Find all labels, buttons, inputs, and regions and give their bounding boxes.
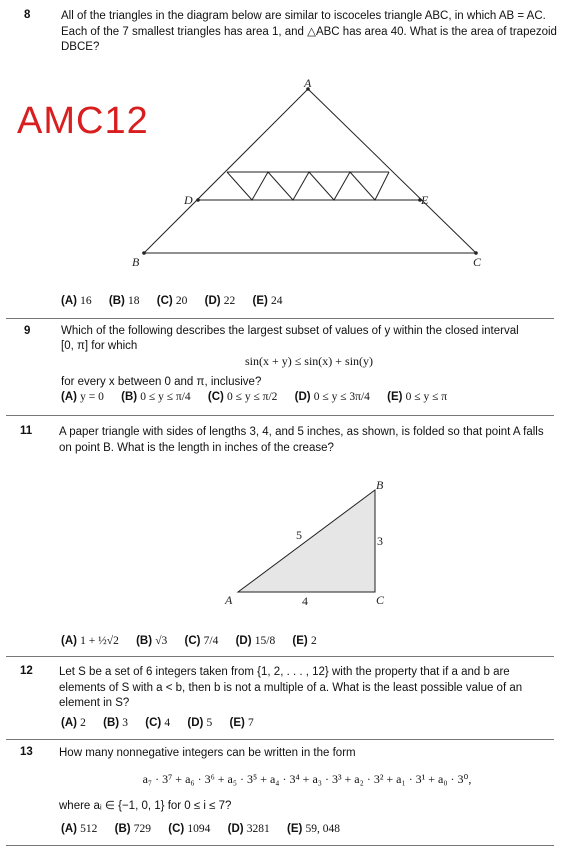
question-9-line-1: Which of the following describes the largest subset of values of y within the closed interval [61,325,519,337]
choice-c[interactable]: (C) 7/4 [184,635,219,647]
question-9-display-math: sin(x + y) ≤ sin(x) + sin(y) [244,354,374,368]
vertex-label-b: B [376,478,384,492]
question-12-choices [61,717,268,729]
question-12-text: Let S be a set of 6 integers taken from {1, 2, . . . , 12} with the property that if a and b are elements of S with a < b, then b is not a multiple of a. What is the least possible value of an element in S? [59,666,523,709]
vertex-label-e: E [421,193,429,207]
question-9-number: 9 [24,325,31,337]
choice-c[interactable]: (C) 4 [145,717,171,729]
question-11-number: 11 [20,425,33,437]
choice-a[interactable]: (A) y = 0 [61,391,104,403]
choice-e[interactable]: (E) 2 [292,635,317,647]
question-11-text: A paper triangle with sides of lengths 3, 4, and 5 inches, as shown, is folded so that point A falls on point B. What is the length in inches of the crease? [59,426,544,454]
choice-a[interactable]: (A) 2 [61,717,86,729]
vertex-label-d: D [184,193,193,207]
question-9-line-3: for every x between 0 and π, inclusive? [61,376,262,388]
question-8-choices [61,295,297,307]
divider [6,415,554,416]
question-13-number: 13 [20,746,33,758]
question-13-choices [61,823,354,835]
question-13-where: where aᵢ ∈ {−1, 0, 1} for 0 ≤ i ≤ 7? [59,800,232,812]
choice-c[interactable]: (C) 0 ≤ y ≤ π/2 [207,391,278,403]
choice-b[interactable]: (B) 0 ≤ y ≤ π/4 [121,391,191,403]
question-9-choices [61,391,461,403]
question-8-text: All of the triangles in the diagram below are similar to iscoceles triangle ABC, in which AB = AC. Each of the 7 smallest triangles has area 1, and △ABC has area 40. What is the area of trapezoid DBCE? [61,10,557,53]
question-11-choices [61,635,331,647]
vertex-label-c: C [376,593,385,607]
choice-e[interactable]: (E) 0 ≤ y ≤ π [387,391,448,403]
choice-d[interactable]: (D) 0 ≤ y ≤ 3π/4 [294,391,370,403]
choice-d[interactable]: (D) 15/8 [235,635,276,647]
choice-d[interactable]: (D) 5 [187,717,213,729]
vertex-label-a: A [304,76,312,90]
choice-b[interactable]: (B) 3 [103,717,129,729]
watermark-text: AMC12 [17,100,149,142]
divider [6,739,554,740]
choice-a[interactable]: (A) 16 [61,295,92,307]
question-12-number: 12 [20,665,33,677]
divider [6,845,554,846]
choice-e[interactable]: (E) 59, 048 [287,823,341,835]
vertex-label-b: B [132,255,140,269]
choice-b[interactable]: (B) 729 [114,823,152,835]
choice-c[interactable]: (C) 20 [156,295,188,307]
side-label-4: 4 [302,594,308,608]
choice-e[interactable]: (E) 7 [229,717,254,729]
choice-e[interactable]: (E) 24 [252,295,283,307]
vertex-label-a: A [225,593,233,607]
choice-c[interactable]: (C) 1094 [168,823,211,835]
choice-a[interactable]: (A) 512 [61,823,98,835]
question-11-diagram [220,472,400,612]
choice-b[interactable]: (B) 18 [108,295,140,307]
vertex-label-c: C [473,255,482,269]
choice-a[interactable]: (A) 1 + ½√2 [61,635,119,647]
choice-b[interactable]: (B) √3 [136,635,168,647]
question-8-number: 8 [24,9,31,21]
divider [6,318,554,319]
question-9-line-2: [0, π] for which [61,340,138,352]
choice-d[interactable]: (D) 3281 [227,823,270,835]
question-8-diagram [120,75,500,275]
side-label-5: 5 [296,528,302,542]
side-label-3: 3 [377,534,383,548]
choice-d[interactable]: (D) 22 [204,295,236,307]
question-13-text: How many nonnegative integers can be written in the form [59,747,356,759]
divider [6,656,554,657]
question-13-display-math: a₇ · 3⁷ + a₆ · 3⁶ + a₅ · 3⁵ + a₄ · 3⁴ + a₃ · 3³ + a₂ · 3² + a₁ · 3¹ + a₀ · 3⁰, [142,772,472,786]
